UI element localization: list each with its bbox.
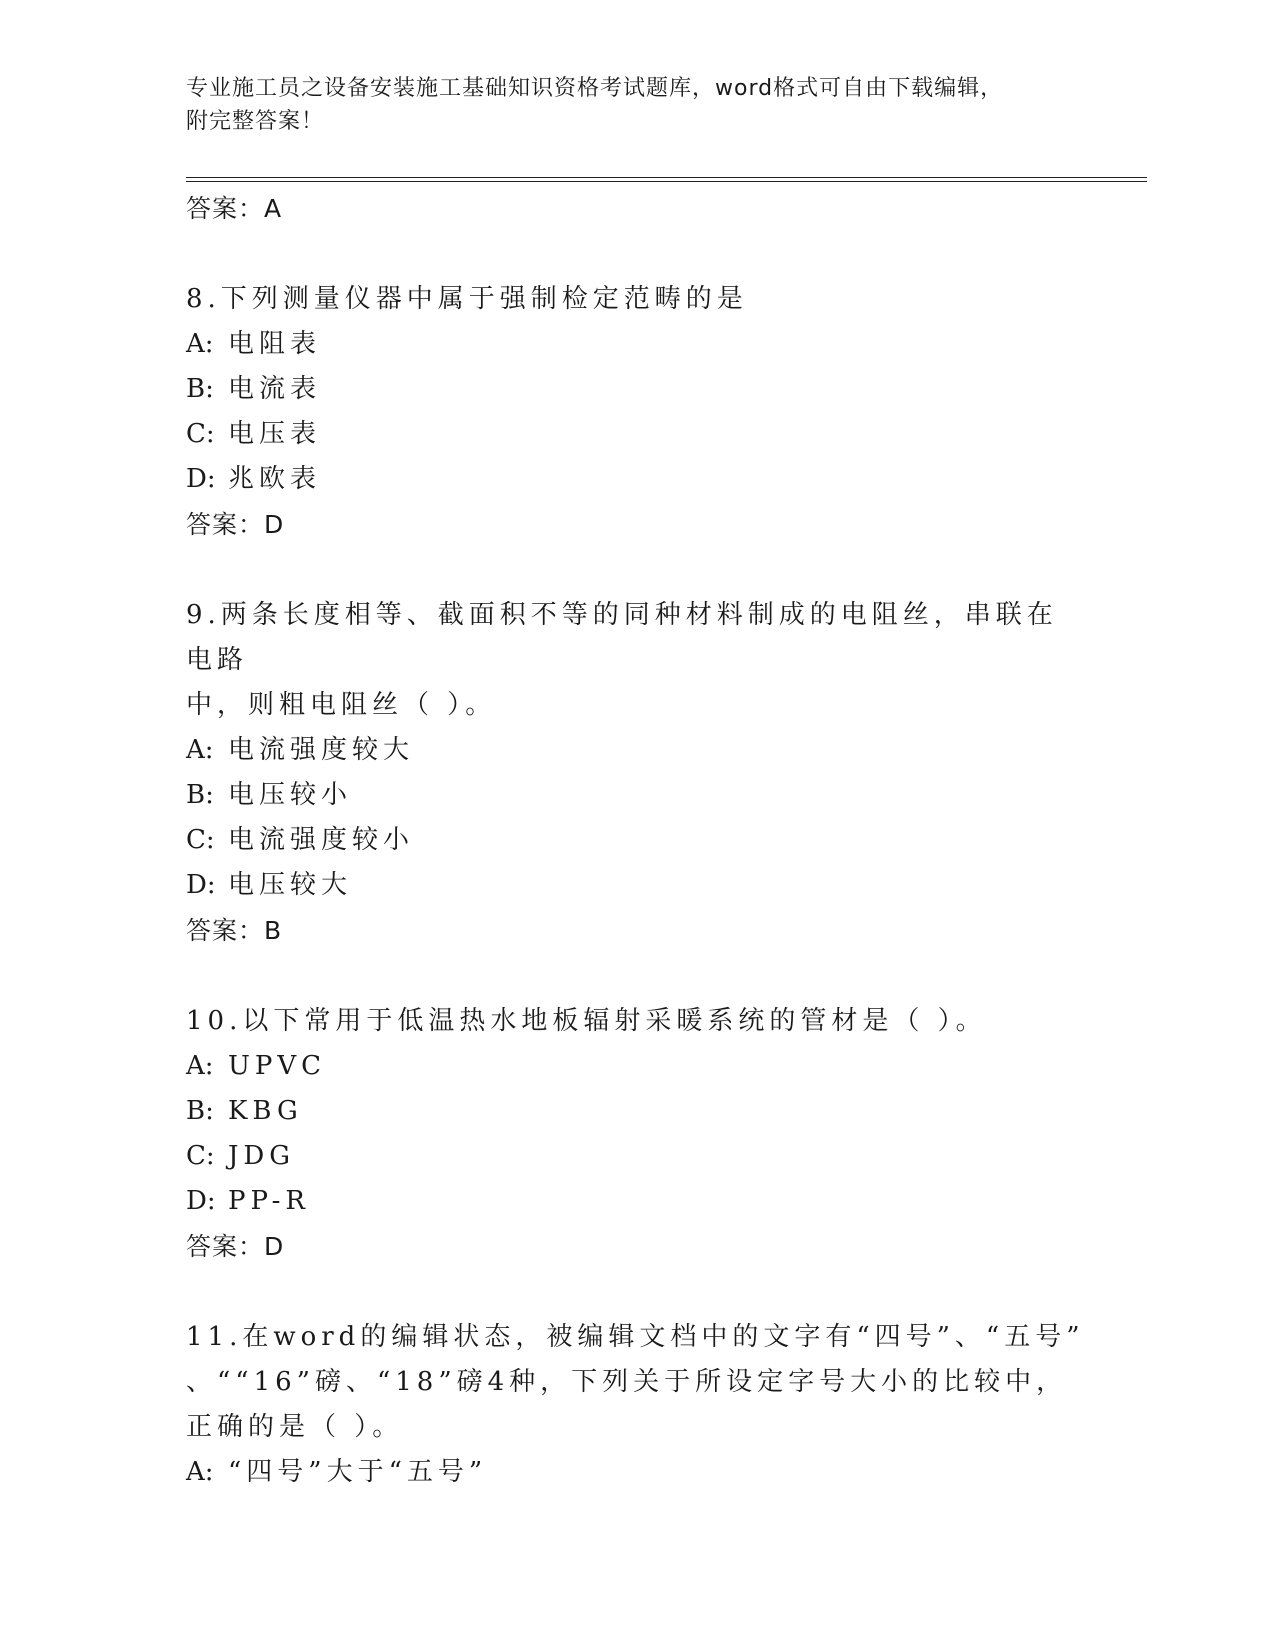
option-key: B: xyxy=(186,780,214,810)
option-a xyxy=(186,1450,1086,1495)
option-d xyxy=(186,1179,1086,1224)
question-11 xyxy=(186,1315,1086,1495)
page-header xyxy=(186,72,1146,138)
option-text: 电压较小 xyxy=(228,780,353,810)
question-gap xyxy=(186,1269,1086,1315)
option-c xyxy=(186,1134,1086,1179)
question-text: 中，则粗电阻丝（ ）。 xyxy=(186,690,497,720)
option-text: 电流强度较大 xyxy=(228,735,415,765)
option-d xyxy=(186,863,1086,908)
option-c xyxy=(186,818,1086,863)
option-key: A: xyxy=(186,1051,214,1081)
answer: 答案：B xyxy=(186,916,283,945)
option-b xyxy=(186,1089,1086,1134)
option-text: 电压表 xyxy=(228,419,322,449)
option-key: D: xyxy=(186,464,216,494)
header-line-2: 附完整答案！ xyxy=(186,109,325,134)
question-text: 11.在word的编辑状态，被编辑文档中的文字有“四号”、“五号” xyxy=(186,1322,1085,1352)
question-text: 、““16”磅、“18”磅4种，下列关于所设定字号大小的比较中， xyxy=(186,1367,1068,1397)
option-b xyxy=(186,773,1086,818)
option-key: C: xyxy=(186,1141,215,1171)
option-a xyxy=(186,322,1086,367)
answer: 答案：D xyxy=(186,510,285,539)
option-key: A: xyxy=(186,735,214,765)
option-key: B: xyxy=(186,1096,214,1126)
option-c xyxy=(186,412,1086,457)
option-key: C: xyxy=(186,419,215,449)
option-a xyxy=(186,1044,1086,1089)
question-9 xyxy=(186,593,1086,953)
question-text: 9.两条长度相等、截面积不等的同种材料制成的电阻丝，串联在电路 xyxy=(186,600,1058,675)
question-gap xyxy=(186,953,1086,999)
option-text: JDG xyxy=(228,1141,296,1171)
question-8 xyxy=(186,277,1086,547)
option-key: D: xyxy=(186,1186,216,1216)
question-text: 正确的是（ ）。 xyxy=(186,1412,404,1442)
option-text: UPVC xyxy=(228,1051,327,1081)
header-line-1: 专业施工员之设备安装施工基础知识资格考试题库，word格式可自由下载编辑， xyxy=(186,76,1004,101)
answer-prev: 答案：A xyxy=(186,194,283,223)
answer: 答案：D xyxy=(186,1232,285,1261)
option-d xyxy=(186,457,1086,502)
question-10 xyxy=(186,999,1086,1269)
option-text: “四号”大于“五号” xyxy=(228,1457,488,1487)
option-text: PP-R xyxy=(228,1186,310,1216)
question-gap xyxy=(186,231,1086,277)
option-a xyxy=(186,728,1086,773)
question-gap xyxy=(186,547,1086,593)
document-body xyxy=(186,186,1086,1495)
option-text: 电流强度较小 xyxy=(228,825,415,855)
option-text: KBG xyxy=(228,1096,303,1126)
option-key: B: xyxy=(186,374,214,404)
option-text: 电压较大 xyxy=(228,870,353,900)
option-text: 电阻表 xyxy=(228,329,322,359)
option-b xyxy=(186,367,1086,412)
question-text: 10.以下常用于低温热水地板辐射采暖系统的管材是（ ）。 xyxy=(186,1006,987,1036)
option-key: A: xyxy=(186,329,214,359)
option-key: C: xyxy=(186,825,215,855)
option-text: 兆欧表 xyxy=(228,464,322,494)
header-divider xyxy=(186,177,1147,182)
option-key: D: xyxy=(186,870,216,900)
question-text: 8.下列测量仪器中属于强制检定范畴的是 xyxy=(186,284,748,314)
option-key: A: xyxy=(186,1457,214,1487)
option-text: 电流表 xyxy=(228,374,322,404)
